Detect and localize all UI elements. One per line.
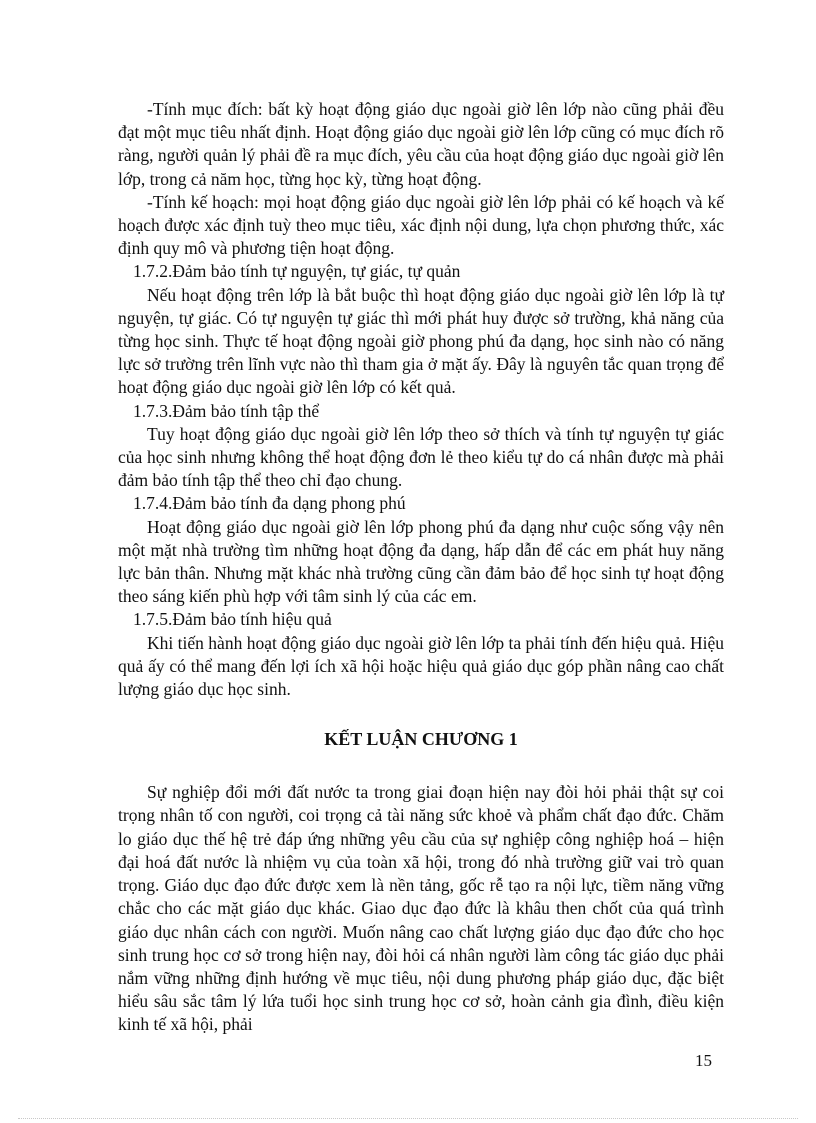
paragraph-ke-hoach: -Tính kế hoạch: mọi hoạt động giáo dục ngoài giờ lên lớp phải có kế hoạch và kế hoạch được xác định tuỳ theo mục tiêu, xác định nội dung, lựa chọn phương thức, xác định quy mô và phương tiện hoạt động. (118, 191, 724, 259)
section-heading-1-7-3: 1.7.3.Đảm bảo tính tập thể (133, 400, 320, 421)
page-number: 15 (695, 1051, 712, 1070)
paragraph-muc-dich: -Tính mục đích: bất kỳ hoạt động giáo dục ngoài giờ lên lớp nào cũng phải đều đạt một mục tiêu nhất định. Hoạt động giáo dục ngoài giờ lên lớp cũng có mục đích rõ ràng, người quản lý phải đề ra mục đích, yêu cầu của hoạt động giáo dục ngoài giờ lên lớp, trong cả năm học, từng học kỳ, từng hoạt động. (118, 99, 724, 189)
section-heading-1-7-4: 1.7.4.Đảm bảo tính đa dạng phong phú (133, 493, 406, 514)
section-heading-1-7-5: 1.7.5.Đảm bảo tính hiệu quả (133, 609, 332, 630)
paragraph-tu-nguyen: Nếu hoạt động trên lớp là bắt buộc thì hoạt động giáo dục ngoài giờ lên lớp là tự nguyện, tự giác. Có tự nguyện tự giác thì mới phát huy được sở trường, khả năng của từng học sinh. Thực tế hoạt động ngoài giờ phong phú đa dạng, học sinh nào có năng lực sở trường trên lĩnh vực nào thì tham gia ở mặt ấy. Đây là nguyên tắc quan trọng để hoạt động giáo dục ngoài giờ lên lớp có kết quả. (118, 284, 724, 398)
paragraph-da-dang: Hoạt động giáo dục ngoài giờ lên lớp phong phú đa dạng như cuộc sống vậy nên một mặt nhà trường tìm những hoạt động đa dạng, hấp dẫn để các em phát huy năng lực bản thân. Nhưng mặt khác nhà trường cũng cần đảm bảo để học sinh tự hoạt động theo sáng kiến phù hợp với tâm sinh lý của các em. (118, 516, 724, 607)
paragraph-tap-the: Tuy hoạt động giáo dục ngoài giờ lên lớp theo sở thích và tính tự nguyện tự giác của học sinh nhưng không thể hoạt động đơn lẻ theo kiểu tự do cá nhân được mà phải đảm bảo tính tập thể theo chỉ đạo chung. (118, 423, 724, 491)
chapter-conclusion-title: KẾT LUẬN CHƯƠNG 1 (324, 729, 518, 750)
paragraph-conclusion: Sự nghiệp đổi mới đất nước ta trong giai đoạn hiện nay đòi hỏi phải thật sự coi trọng nhân tố con người, coi trọng cả tài năng sức khoẻ và phẩm chất đạo đức. Chăm lo giáo dục thế hệ trẻ đáp ứng những yêu cầu của sự nghiệp công nghiệp hoá – hiện đại hoá đất nước là nhiệm vụ của toàn xã hội, trong đó nhà trường giữ vai trò quan trọng. Giáo dục đạo đức được xem là nền tảng, gốc rễ tạo ra nội lực, tiềm năng vững chắc cho các mặt giáo dục khác. Giao dục đạo đức là khâu then chốt của quá trình giáo dục nhân cách con người. Muốn nâng cao chất lượng giáo dục đạo đức cho học sinh trung học cơ sở trong hiện nay, đòi hỏi cá nhân người làm công tác giáo dục phải nắm vững những định hướng về mục tiêu, nội dung phương pháp giáo dục, đặc biệt hiểu sâu sắc tâm lý lứa tuổi học sinh trung học cơ sở, hoàn cảnh gia đình, điều kiện kinh tế xã hội, phải (118, 782, 724, 1035)
page-content (118, 98, 724, 1037)
page-bottom-divider (18, 1118, 798, 1119)
paragraph-hieu-qua: Khi tiến hành hoạt động giáo dục ngoài giờ lên lớp ta phải tính đến hiệu quả. Hiệu quả ấy có thể mang đến lợi ích xã hội hoặc hiệu quả giáo dục góp phần nâng cao chất lượng giáo dục học sinh. (118, 632, 724, 700)
section-heading-1-7-2: 1.7.2.Đảm bảo tính tự nguyện, tự giác, tự quản (133, 261, 461, 282)
